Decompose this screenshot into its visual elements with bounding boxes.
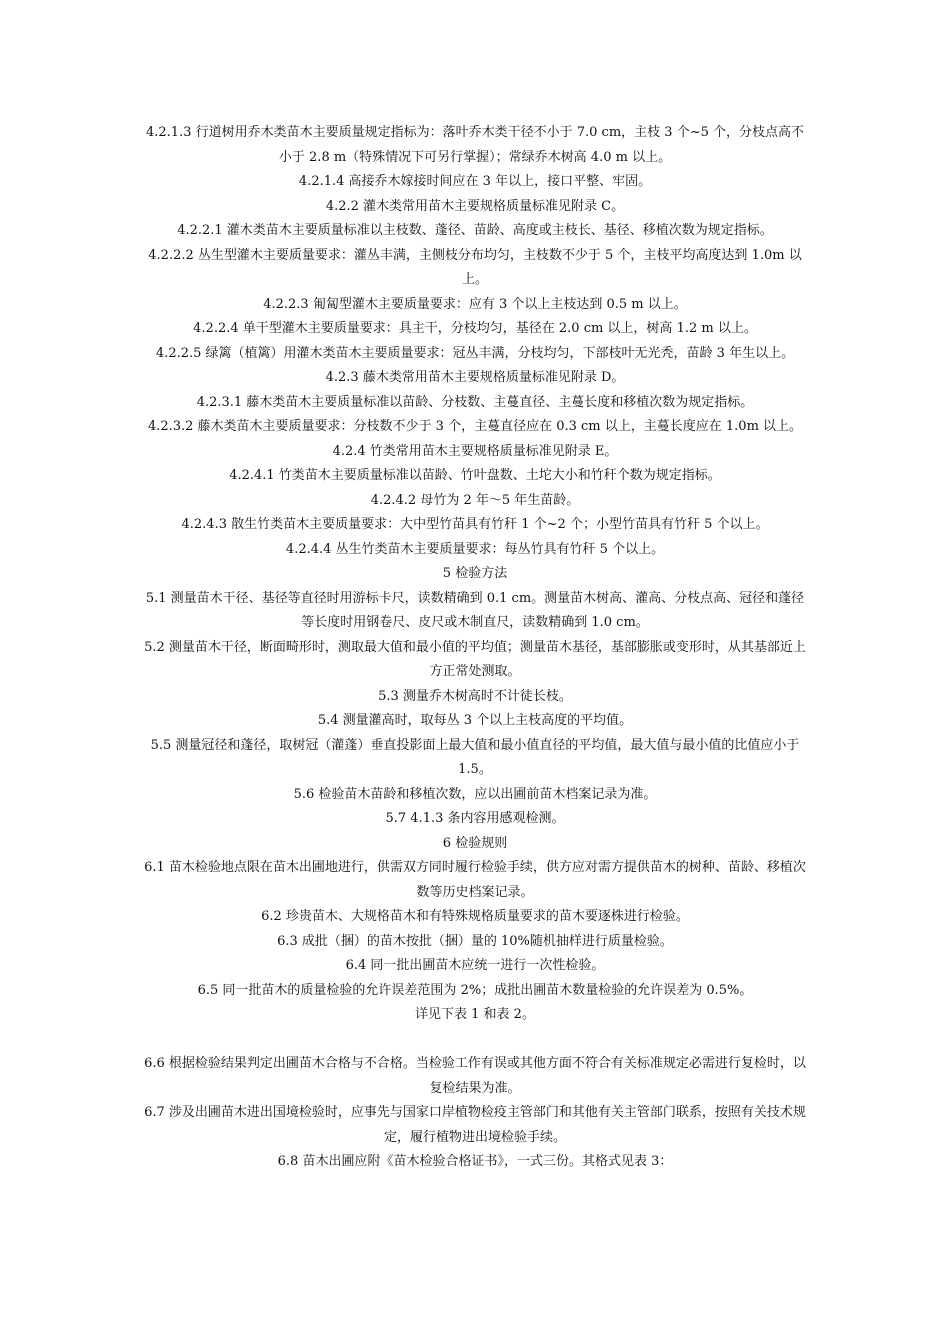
clause-6-8: 6.8 苗木出圃应附《苗木检验合格证书》，一式三份。其格式见表 3： <box>277 1154 673 1169</box>
clause-4-2-2-4: 4.2.2.4 单干型灌木主要质量要求：具主干，分枝均匀，基径在 2.0 cm 以上，树高 1.2 m 以上。 <box>193 321 757 336</box>
clause-6-7: 6.7 涉及出圃苗木进出国境检验时，应事先与国家口岸植物检疫主管部门和其他有关主管部门联系，按照有关技术规定，履行植物进出境检验手续。 <box>144 1105 806 1145</box>
clause-6-2: 6.2 珍贵苗木、大规格苗木和有特殊规格质量要求的苗木要逐株进行检验。 <box>261 909 689 924</box>
document-body <box>140 121 810 1175</box>
clause-4-2-4-3: 4.2.4.3 散生竹类苗木主要质量要求：大中型竹苗具有竹秆 1 个~2 个；小型竹苗具有竹秆 5 个以上。 <box>181 517 769 532</box>
clause-4-2-1-4: 4.2.1.4 高接乔木嫁接时间应在 3 年以上，接口平整、牢固。 <box>298 174 652 189</box>
clause-4-2-4-1: 4.2.4.1 竹类苗木主要质量标准以苗龄、竹叶盘数、土坨大小和竹秆个数为规定指标。 <box>229 468 721 483</box>
clause-5-5: 5.5 测量冠径和蓬径，取树冠（灌蓬）垂直投影面上最大值和最小值直径的平均值，最大值与最小值的比值应小于 1.5。 <box>150 737 800 777</box>
clause-4-2-2: 4.2.2 灌木类常用苗木主要规格质量标准见附录 C。 <box>325 198 625 214</box>
clause-5-4: 5.4 测量灌高时，取每丛 3 个以上主枝高度的平均值。 <box>317 713 633 728</box>
clause-4-2-4: 4.2.4 竹类常用苗木主要规格质量标准见附录 E。 <box>332 443 618 459</box>
section-5-heading: 5 检验方法 <box>442 566 508 581</box>
clause-6-6: 6.6 根据检验结果判定出圃苗木合格与不合格。当检验工作有误或其他方面不符合有关标准规定必需进行复检时，以复检结果为准。 <box>144 1056 806 1096</box>
clause-4-2-1-3: 4.2.1.3 行道树用乔木类苗木主要质量规定指标为：落叶乔木类干径不小于 7.0 cm，主枝 3 个~5 个，分枝点高不小于 2.8 m（特殊情况下可另行掌握）；常绿乔木树高 4.0 m 以上。 <box>146 125 804 165</box>
table-reference: 详见下表 1 和表 2。 <box>415 1007 535 1022</box>
clause-5-3: 5.3 测量乔木树高时不计徒长枝。 <box>378 688 572 704</box>
clause-6-1: 6.1 苗木检验地点限在苗木出圃地进行，供需双方同时履行检验手续，供方应对需方提供苗木的树种、苗龄、移植次数等历史档案记录。 <box>144 860 806 900</box>
section-6-heading: 6 检验规则 <box>442 835 508 851</box>
clause-4-2-4-4: 4.2.4.4 丛生竹类苗木主要质量要求：每丛竹具有竹秆 5 个以上。 <box>285 541 665 557</box>
clause-5-6: 5.6 检验苗木苗龄和移植次数，应以出圃前苗木档案记录为准。 <box>293 786 657 802</box>
clause-5-7: 5.7 4.1.3 条内容用感观检测。 <box>385 811 565 826</box>
clause-6-3: 6.3 成批（捆）的苗木按批（捆）量的 10%随机抽样进行质量检验。 <box>277 933 673 949</box>
clause-4-2-2-1: 4.2.2.1 灌木类苗木主要质量标准以主枝数、蓬径、苗龄、高度或主枝长、基径、移植次数为规定指标。 <box>177 223 773 238</box>
clause-5-2: 5.2 测量苗木干径，断面畸形时，测取最大值和最小值的平均值；测量苗木基径，基部膨胀或变形时，从其基部近上方正常处测取。 <box>144 639 806 679</box>
clause-4-2-2-5: 4.2.2.5 绿篱（植篱）用灌木类苗木主要质量要求：冠丛丰满，分枝均匀，下部枝叶无光秃，苗龄 3 年生以上。 <box>155 345 795 361</box>
clause-4-2-3-1: 4.2.3.1 藤木类苗木主要质量标准以苗龄、分枝数、主蔓直径、主蔓长度和移植次数为规定指标。 <box>196 394 754 410</box>
clause-4-2-4-2: 4.2.4.2 母竹为 2 年～5 年生苗龄。 <box>370 492 580 508</box>
clause-4-2-3-2: 4.2.3.2 藤木类苗木主要质量要求：分枝数不少于 3 个，主蔓直径应在 0.3 cm 以上，主蔓长度应在 1.0m 以上。 <box>147 419 803 434</box>
clause-4-2-2-3: 4.2.2.3 匍匐型灌木主要质量要求：应有 3 个以上主枝达到 0.5 m 以上。 <box>263 296 687 312</box>
clause-4-2-3: 4.2.3 藤木类常用苗木主要规格质量标准见附录 D。 <box>325 370 625 385</box>
clause-6-5: 6.5 同一批苗木的质量检验的允许误差范围为 2%；成批出圃苗木数量检验的允许误差为 0.5%。 <box>197 982 753 998</box>
clause-6-4: 6.4 同一批出圃苗木应统一进行一次性检验。 <box>345 958 605 973</box>
clause-5-1: 5.1 测量苗木干径、基径等直径时用游标卡尺，读数精确到 0.1 cm。测量苗木树高、灌高、分枝点高、冠径和蓬径等长度时用钢卷尺、皮尺或木制直尺，读数精确到 1.0 cm。 <box>145 590 805 630</box>
clause-4-2-2-2: 4.2.2.2 丛生型灌木主要质量要求：灌丛丰满，主侧枝分布均匀，主枝数不少于 5 个，主枝平均高度达到 1.0m 以上。 <box>148 247 802 287</box>
blank-line <box>140 1028 810 1053</box>
